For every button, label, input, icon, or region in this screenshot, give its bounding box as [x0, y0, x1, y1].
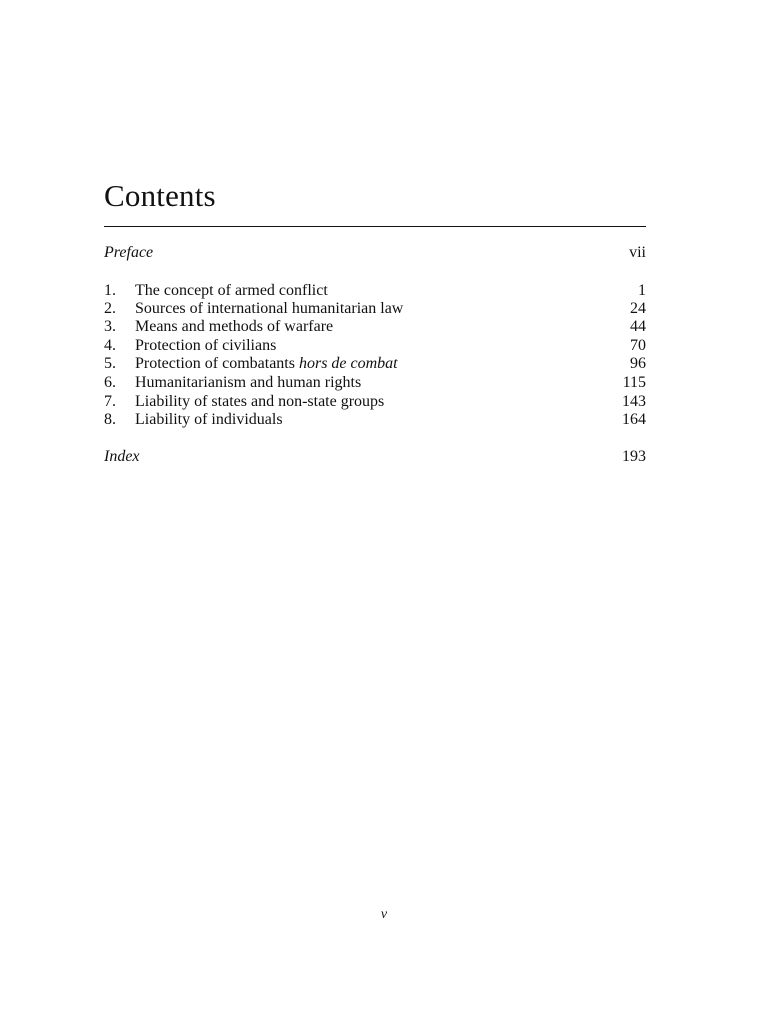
- chapter-number: 8.: [104, 411, 116, 428]
- chapter-title: Means and methods of warfare: [135, 318, 334, 335]
- chapter-title: Liability of states and non-state groups: [135, 393, 385, 410]
- page-title: Contents: [104, 178, 216, 213]
- chapter-title: The concept of armed conflict: [135, 282, 328, 299]
- toc-entry-chapter-4[interactable]: [104, 336, 646, 355]
- toc-entry-chapter-1[interactable]: [104, 281, 646, 300]
- toc-entry-page-number: 164: [622, 411, 646, 428]
- toc-entry-chapter-6[interactable]: [104, 373, 646, 392]
- toc-entry-chapter-5[interactable]: [104, 354, 646, 373]
- chapter-title: Liability of individuals: [135, 411, 283, 428]
- chapter-number: 4.: [104, 337, 116, 354]
- chapter-title-italic: hors de combat: [298, 355, 398, 372]
- chapter-number: 6.: [104, 374, 116, 391]
- chapter-number: 3.: [104, 318, 116, 335]
- toc-entry-page-number: vii: [629, 244, 646, 261]
- chapter-title: Protection of civilians: [135, 337, 277, 354]
- folio-page-number: v: [380, 907, 388, 922]
- toc-entry-page-number: 115: [622, 374, 646, 391]
- toc-entry-chapter-7[interactable]: [104, 392, 646, 411]
- chapter-title: Humanitarianism and human rights: [135, 374, 362, 391]
- toc-entry-page-number: 96: [630, 355, 646, 372]
- toc-entry-index[interactable]: [104, 447, 646, 466]
- chapter-title: Sources of international humanitarian law: [135, 300, 404, 317]
- chapter-title: [135, 354, 398, 373]
- toc-entry-page-number: 143: [622, 393, 646, 410]
- toc-entry-preface[interactable]: [104, 243, 646, 262]
- toc-entry-page-number: 1: [638, 282, 646, 299]
- toc-entry-chapter-2[interactable]: [104, 299, 646, 318]
- chapter-number: 1.: [104, 282, 116, 299]
- toc-entry-page-number: 44: [630, 318, 646, 335]
- toc-entry-page-number: 193: [622, 448, 646, 465]
- toc-entry-label: Index: [104, 448, 140, 465]
- chapter-title-roman: Protection of combatants: [135, 355, 299, 372]
- chapter-number: 7.: [104, 393, 116, 410]
- toc-entry-chapter-3[interactable]: [104, 317, 646, 336]
- toc-entry-label: Preface: [104, 244, 154, 261]
- chapter-number: 5.: [104, 355, 116, 372]
- title-rule: [104, 226, 646, 227]
- toc-entry-page-number: 24: [630, 300, 646, 317]
- toc-entry-chapter-8[interactable]: [104, 410, 646, 429]
- chapter-number: 2.: [104, 300, 116, 317]
- toc-entry-page-number: 70: [630, 337, 646, 354]
